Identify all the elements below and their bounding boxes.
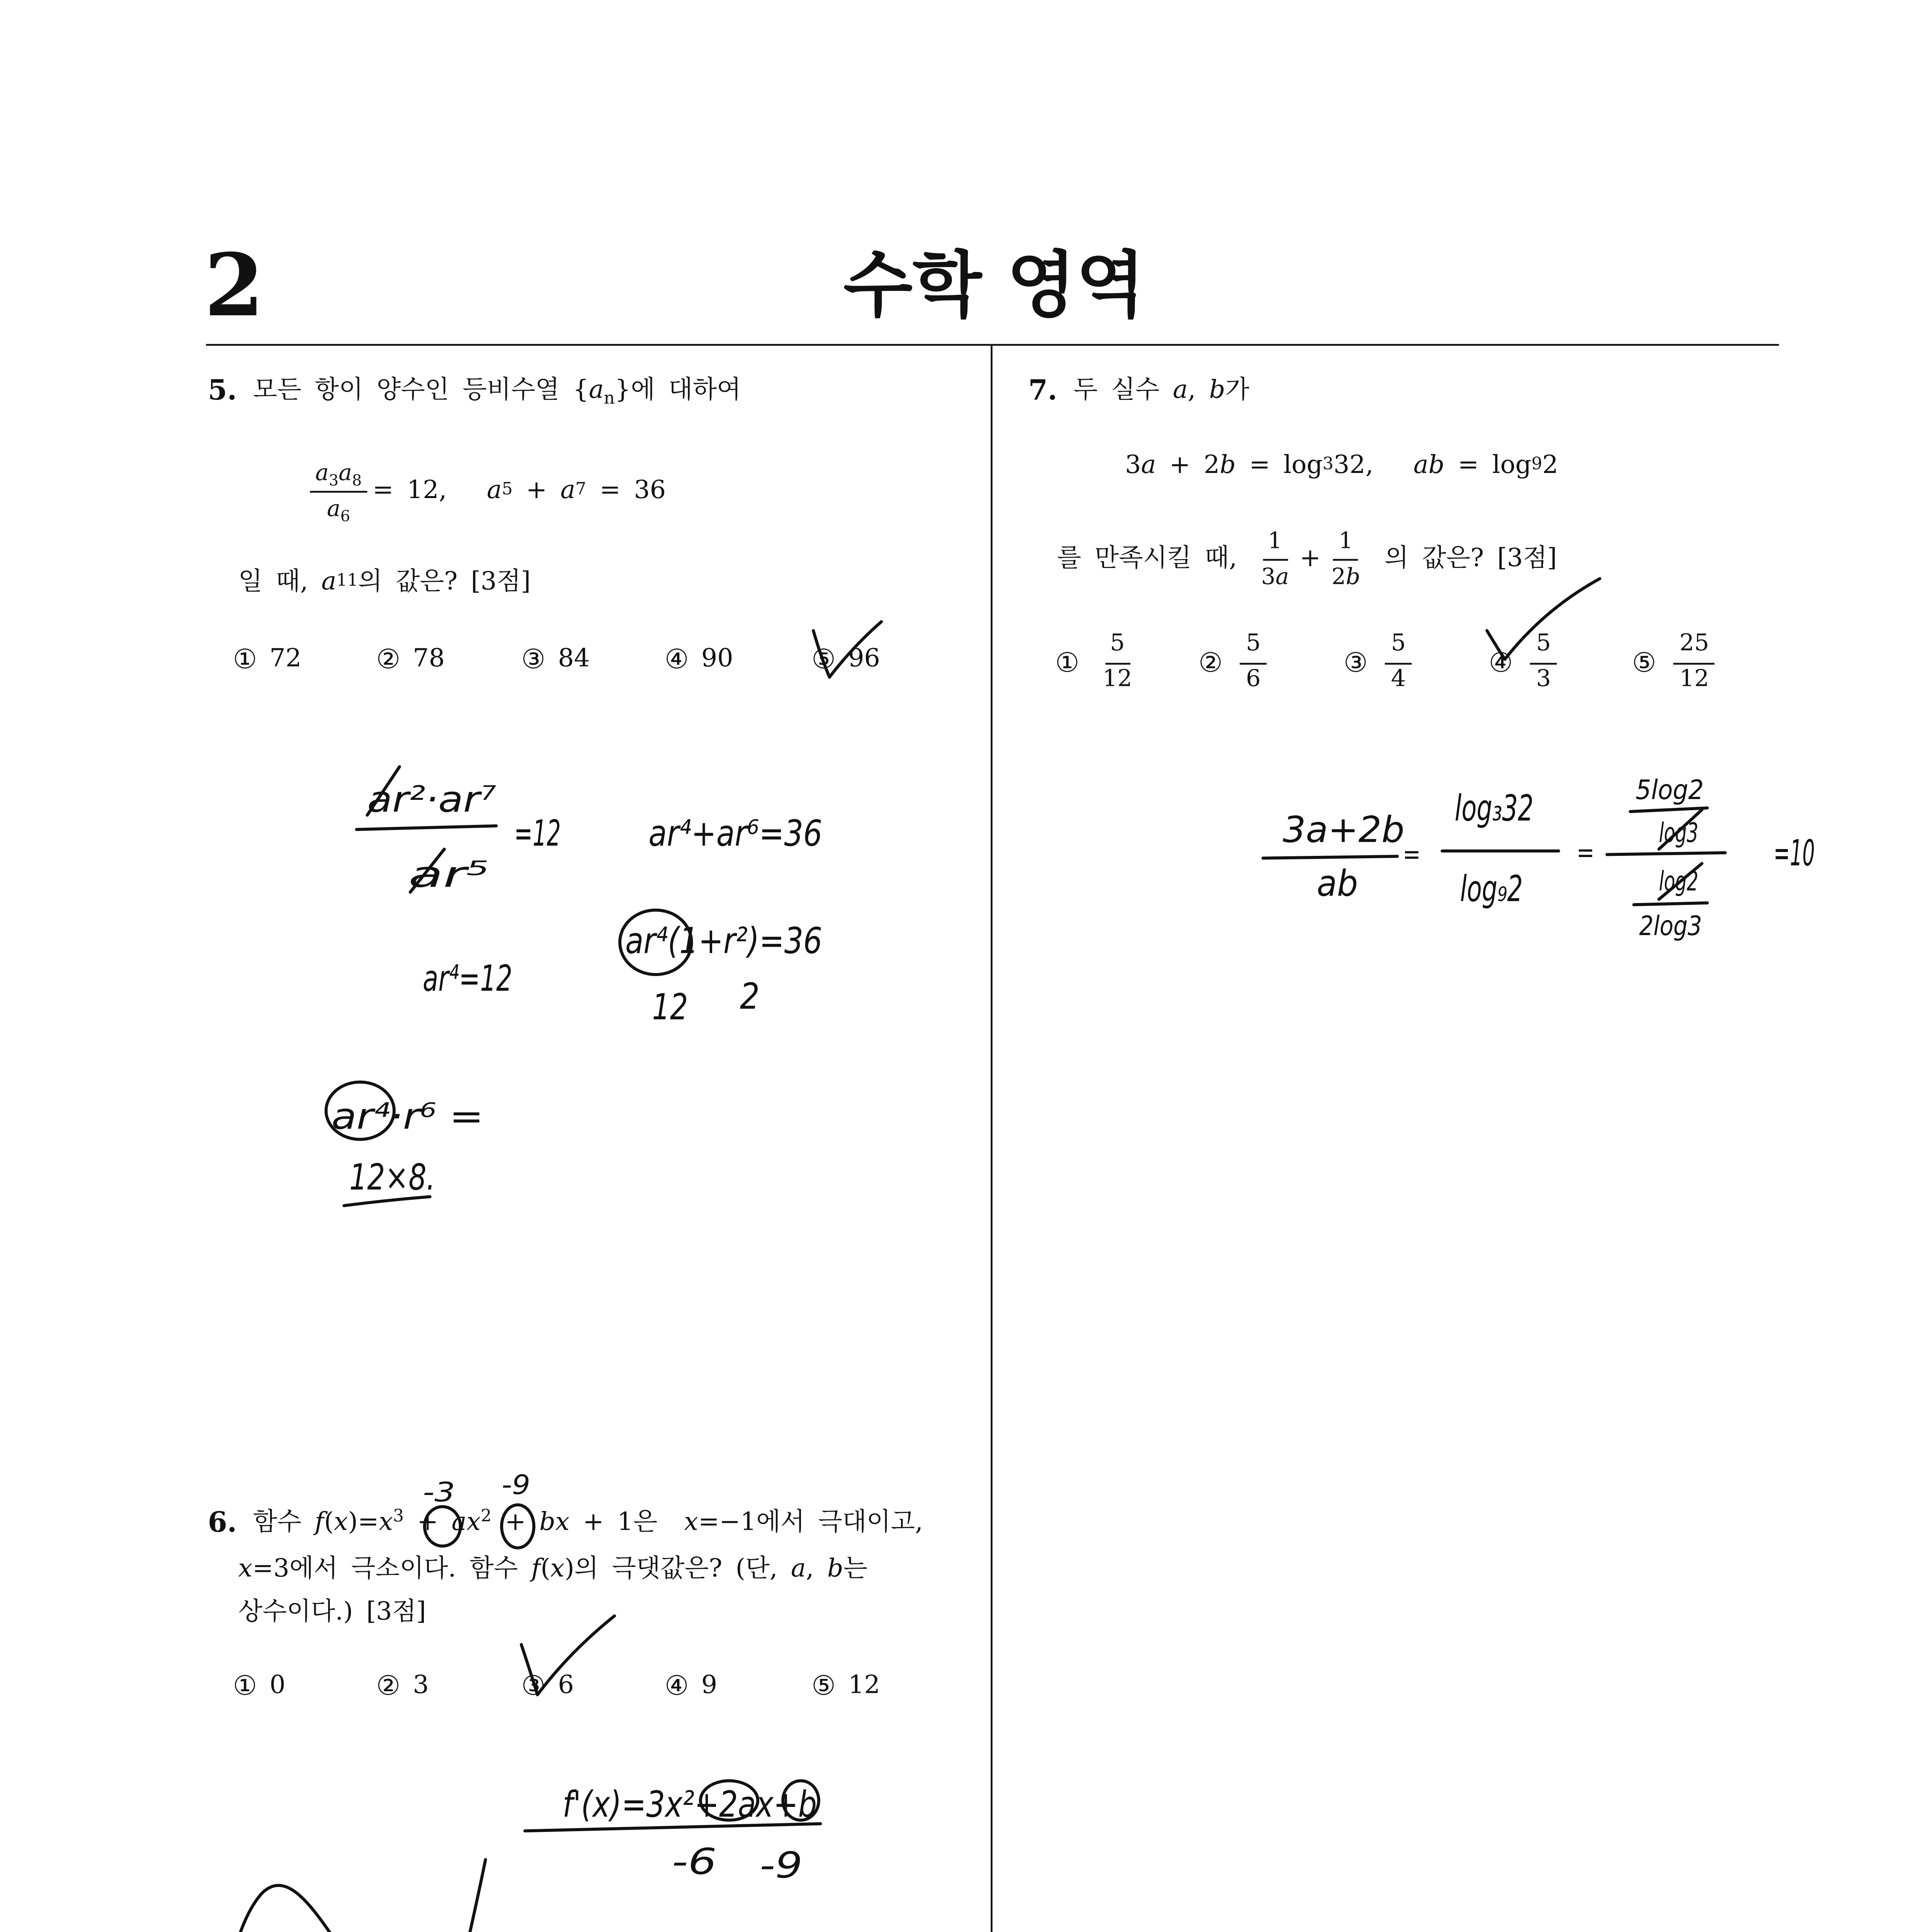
question-text [253, 374, 741, 409]
math-variable: x [238, 1555, 253, 1584]
choice-5[interactable] [811, 643, 880, 675]
choice-mark: ④ [665, 643, 689, 675]
math-text: 3 [413, 1671, 429, 1700]
handwritten-value: -3 [423, 1476, 455, 1508]
handwritten-fraction-bar [357, 826, 497, 829]
choice-3[interactable] [1344, 631, 1417, 695]
column-divider [991, 346, 993, 1932]
math-variable: a [338, 459, 352, 486]
choice-mark: ① [233, 643, 257, 675]
choice-value [270, 1670, 286, 1702]
math-text: 함수 [253, 1508, 315, 1537]
handwritten-numerator: 3a+2b [1282, 809, 1405, 851]
math-text: =−1에서 극대이고, [698, 1508, 923, 1537]
math-fraction [1240, 629, 1266, 694]
cancel-slash [367, 767, 399, 815]
handwritten-value: -9 [759, 1844, 803, 1886]
choice-2[interactable] [376, 1670, 429, 1702]
math-subscript: 3 [328, 473, 339, 491]
handwritten-denominator: 2log3 [1639, 910, 1702, 942]
handwritten-equals: = [1577, 837, 1595, 869]
fraction-numerator [1333, 529, 1359, 560]
choice-value [413, 1670, 429, 1702]
handwritten-numerator: log₃32 [1454, 787, 1534, 829]
choice-value [1380, 629, 1417, 694]
handwritten-fraction-bar [1607, 853, 1725, 855]
question-7-scratch-work [1263, 774, 1815, 942]
choice-value [413, 643, 445, 675]
handwritten-circle [620, 910, 691, 975]
page-number: 2 [204, 236, 264, 337]
choice-value [848, 1670, 880, 1702]
question-7-ask [1057, 527, 1557, 591]
math-text: 5 [1391, 629, 1406, 657]
handwritten-numerator: ar²·ar⁷ [367, 778, 497, 820]
math-variable: x [555, 1508, 570, 1537]
question-text [1073, 374, 1250, 406]
choice-value [270, 643, 302, 675]
handwritten-numerator: log2 [1659, 866, 1699, 897]
fraction-denominator [1240, 664, 1266, 694]
math-text: 84 [558, 645, 590, 674]
choice-mark: ③ [1344, 646, 1368, 679]
choice-2[interactable] [1199, 631, 1272, 695]
choice-3[interactable] [521, 1670, 574, 1702]
fraction-numerator [310, 461, 367, 492]
choice-mark: ① [233, 1670, 257, 1702]
handwritten-denominator: log3 [1659, 817, 1699, 849]
math-text: 5 [1536, 629, 1551, 657]
math-text: 1 [1268, 527, 1282, 554]
question-5-ask: 일 때, a 11 의 값은? [3점] [238, 566, 531, 598]
math-text: = 12, [372, 476, 487, 505]
math-text: 모든 항이 양수인 등비수열 [253, 376, 573, 405]
math-text: 가 [1225, 376, 1250, 405]
handwritten-equals: = [1403, 838, 1421, 870]
math-text: 상수이다.) [3점] [238, 1598, 426, 1627]
math-variable: b [1345, 561, 1361, 589]
handwritten-underline [344, 1197, 430, 1206]
math-text: 6 [558, 1671, 574, 1700]
choice-value [701, 1670, 717, 1702]
choice-mark: ② [376, 1670, 401, 1702]
handwritten-denominator: log₉2 [1460, 868, 1523, 910]
fraction-numerator [1240, 629, 1266, 664]
choice-value [1526, 629, 1562, 694]
choice-4[interactable] [665, 643, 733, 675]
cancel-slash [1659, 810, 1702, 849]
choice-3[interactable] [521, 643, 590, 675]
math-variable: x [684, 1508, 699, 1537]
choice-4[interactable] [665, 1670, 717, 1702]
math-subscript: n [604, 389, 615, 409]
choice-mark: ④ [1488, 646, 1513, 679]
math-text: , [1188, 376, 1209, 405]
fraction-numerator [1674, 629, 1714, 664]
choice-mark: ④ [665, 1670, 689, 1702]
choice-value [558, 1670, 574, 1702]
math-text: = log [1236, 451, 1323, 480]
handwritten-result: =10 [1774, 832, 1815, 874]
choice-value [1669, 629, 1720, 694]
fraction-denominator [1386, 664, 1411, 694]
choice-value [1092, 629, 1143, 694]
choice-mark: ② [376, 643, 401, 675]
handwritten-circle [701, 1781, 758, 1820]
choice-value [701, 643, 733, 675]
fraction-denominator [1097, 664, 1138, 694]
math-text: 12 [1679, 665, 1709, 692]
handwritten-derivative: f'(x)=3x²+2ax+b [562, 1783, 817, 1825]
math-text: 1 [1338, 527, 1353, 554]
math-text: = 36 [586, 476, 666, 505]
math-text: 78 [413, 645, 445, 674]
handwritten-value: 2 [740, 975, 760, 1017]
math-text: { [573, 376, 589, 405]
math-text: 3 [1125, 451, 1141, 480]
math-variable: a [791, 1555, 806, 1584]
handwritten-circle [783, 1781, 819, 1820]
handwritten-equation: ar⁴·r⁶ = [331, 1095, 484, 1137]
fraction-denominator [1674, 664, 1714, 694]
math-text: )= [348, 1508, 379, 1537]
choice-5[interactable] [811, 1670, 880, 1702]
choice-value [558, 643, 590, 675]
math-text: 의 값은? [3점] [358, 568, 531, 597]
handwritten-equation: =12 [514, 812, 561, 854]
math-text: 12 [1102, 665, 1133, 692]
math-text: + [404, 1508, 452, 1537]
math-variable: x [550, 1555, 565, 1584]
math-text: )의 극댓값은? (단, [564, 1555, 791, 1584]
handwritten-fraction-bar [1630, 808, 1707, 811]
math-variable: b [1219, 451, 1236, 480]
choice-mark: ⑤ [1632, 646, 1656, 679]
fraction-denominator [1326, 560, 1366, 589]
math-fraction [1386, 629, 1411, 694]
handwritten-product: 12×8. [349, 1156, 435, 1198]
handwritten-equation: ar⁴(1+r²)=36 [625, 920, 823, 962]
math-text: + [512, 476, 561, 505]
math-text: 5 [1110, 629, 1125, 657]
math-fraction [1326, 529, 1366, 589]
cancel-slash [410, 849, 444, 892]
fraction-denominator [1256, 560, 1294, 589]
math-text: 2 [1542, 451, 1558, 480]
math-text: =3에서 극소이다. 함수 [252, 1555, 531, 1584]
math-fraction [1531, 629, 1556, 694]
handwritten-equation: ar⁴+ar⁶=36 [648, 812, 823, 854]
math-variable: a [1173, 376, 1188, 405]
math-text: } [615, 376, 631, 405]
choice-5[interactable] [1632, 631, 1720, 695]
math-superscript: 2 [481, 1507, 492, 1527]
math-variable: a [315, 459, 329, 486]
math-variable: x [333, 1508, 348, 1537]
fraction-numerator [1386, 629, 1411, 664]
choice-mark: ① [1055, 646, 1080, 679]
math-text: ( [540, 1555, 551, 1584]
question-text [253, 1507, 923, 1539]
choice-mark: ⑤ [811, 643, 836, 675]
math-variable: f [315, 1508, 324, 1537]
math-text: 는 [843, 1555, 868, 1584]
choice-1[interactable] [1055, 631, 1143, 695]
math-text: 를 만족시킬 때, [1057, 544, 1250, 573]
math-text: + [492, 1508, 539, 1537]
handwritten-value: -6 [672, 1840, 717, 1883]
choice-mark: ⑤ [811, 1670, 836, 1702]
question-5-condition: $\frac{a_3a_8}{a_6}$ = 12, a 5 + a 7 = 36 [304, 457, 666, 525]
math-text: 12 [848, 1671, 880, 1700]
math-variable: x [379, 1508, 393, 1537]
choice-mark: ③ [521, 1670, 546, 1702]
math-variable: a [588, 376, 604, 405]
math-text: + [1299, 544, 1321, 573]
handwritten-value: 12 [652, 986, 688, 1028]
math-fraction [310, 459, 367, 526]
question-6-stem-line-2 [238, 1553, 868, 1585]
choice-value [1235, 629, 1272, 694]
math-text: + 1은 [569, 1508, 684, 1537]
math-variable: b [827, 1555, 844, 1584]
question-number: 7. [1028, 372, 1058, 407]
fraction-denominator [1531, 664, 1556, 694]
math-variable: b [539, 1508, 556, 1537]
math-fraction [1256, 529, 1294, 589]
math-fraction [1097, 629, 1138, 694]
handwritten-denominator: ar⁵ [408, 854, 489, 896]
fraction-numerator [1531, 629, 1556, 664]
handwritten-circle [326, 1082, 394, 1139]
handwritten-denominator: ab [1316, 862, 1358, 905]
math-text: ( [324, 1508, 334, 1537]
math-variable: a [1275, 561, 1289, 589]
math-variable: a [1413, 451, 1429, 480]
question-number: 5. [207, 372, 237, 407]
fraction-numerator [1262, 529, 1287, 560]
math-variable: a [560, 476, 575, 505]
math-text: 25 [1679, 629, 1709, 657]
math-variable: a [327, 493, 340, 520]
choice-4[interactable] [1489, 631, 1562, 695]
math-text: 3 [1536, 665, 1551, 692]
handwritten-cubic-sketch [217, 1860, 485, 1932]
math-text: 두 실수 [1073, 376, 1173, 405]
question-6-stem-line-3 [238, 1596, 426, 1628]
math-text: 2 [1331, 561, 1346, 589]
handwritten-underline [525, 1824, 820, 1831]
choice-1[interactable] [233, 643, 301, 675]
handwritten-value: -9 [502, 1469, 531, 1501]
math-variable: a [486, 476, 502, 505]
choice-value [848, 643, 880, 675]
question-5-stem [207, 372, 741, 409]
handwritten-fraction-bar [1634, 903, 1707, 905]
question-5-scratch-work [326, 767, 822, 1206]
choice-mark: ③ [521, 643, 546, 675]
math-variable: b [1428, 451, 1445, 480]
math-text: 32, [1333, 451, 1414, 480]
math-text: = log [1444, 451, 1532, 480]
choice-mark: ② [1198, 646, 1223, 679]
math-text: 의 값은? [3점] [1371, 544, 1557, 573]
math-text: 96 [848, 645, 880, 674]
math-text: 72 [269, 645, 302, 674]
math-text: + 2 [1156, 451, 1220, 480]
math-text: 에 대하여 [631, 376, 741, 405]
math-text: 3 [1261, 561, 1276, 589]
fraction-numerator [1105, 629, 1130, 664]
cancel-slash [1659, 864, 1702, 900]
math-text: , [806, 1555, 827, 1584]
math-subscript: 6 [340, 508, 350, 526]
handwritten-numerator: 5log2 [1636, 774, 1704, 806]
question-number: 6. [207, 1505, 237, 1539]
math-variable: a [1141, 451, 1156, 480]
question-6-stem-line-1 [208, 1507, 923, 1539]
math-variable: x [466, 1508, 481, 1537]
math-subscript: 8 [352, 473, 362, 491]
question-7-formula: 3 a + 2 b = log 3 32, a b = log 9 2 [1125, 450, 1558, 482]
choice-2[interactable] [376, 643, 445, 675]
math-variable: a [321, 568, 337, 597]
math-fraction [1674, 629, 1714, 694]
fraction-denominator [321, 492, 355, 526]
subject-title: 수학 영역 [843, 245, 1145, 328]
math-text: 90 [701, 645, 733, 674]
math-text: 6 [1246, 665, 1261, 692]
math-text: 5 [1246, 629, 1261, 657]
math-variable: a [451, 1508, 467, 1537]
math-variable: b [1209, 376, 1225, 405]
handwritten-equation: ar⁴=12 [423, 957, 513, 999]
math-text: 0 [269, 1671, 286, 1700]
handwritten-fraction-bar [1263, 856, 1398, 858]
math-text: 일 때, [238, 568, 321, 597]
math-text: 9 [701, 1671, 718, 1700]
choice-1[interactable] [233, 1670, 286, 1702]
question-7-stem [1028, 374, 1249, 406]
math-variable: f [531, 1555, 541, 1584]
math-text: 4 [1391, 665, 1406, 692]
math-superscript: 3 [393, 1507, 404, 1527]
